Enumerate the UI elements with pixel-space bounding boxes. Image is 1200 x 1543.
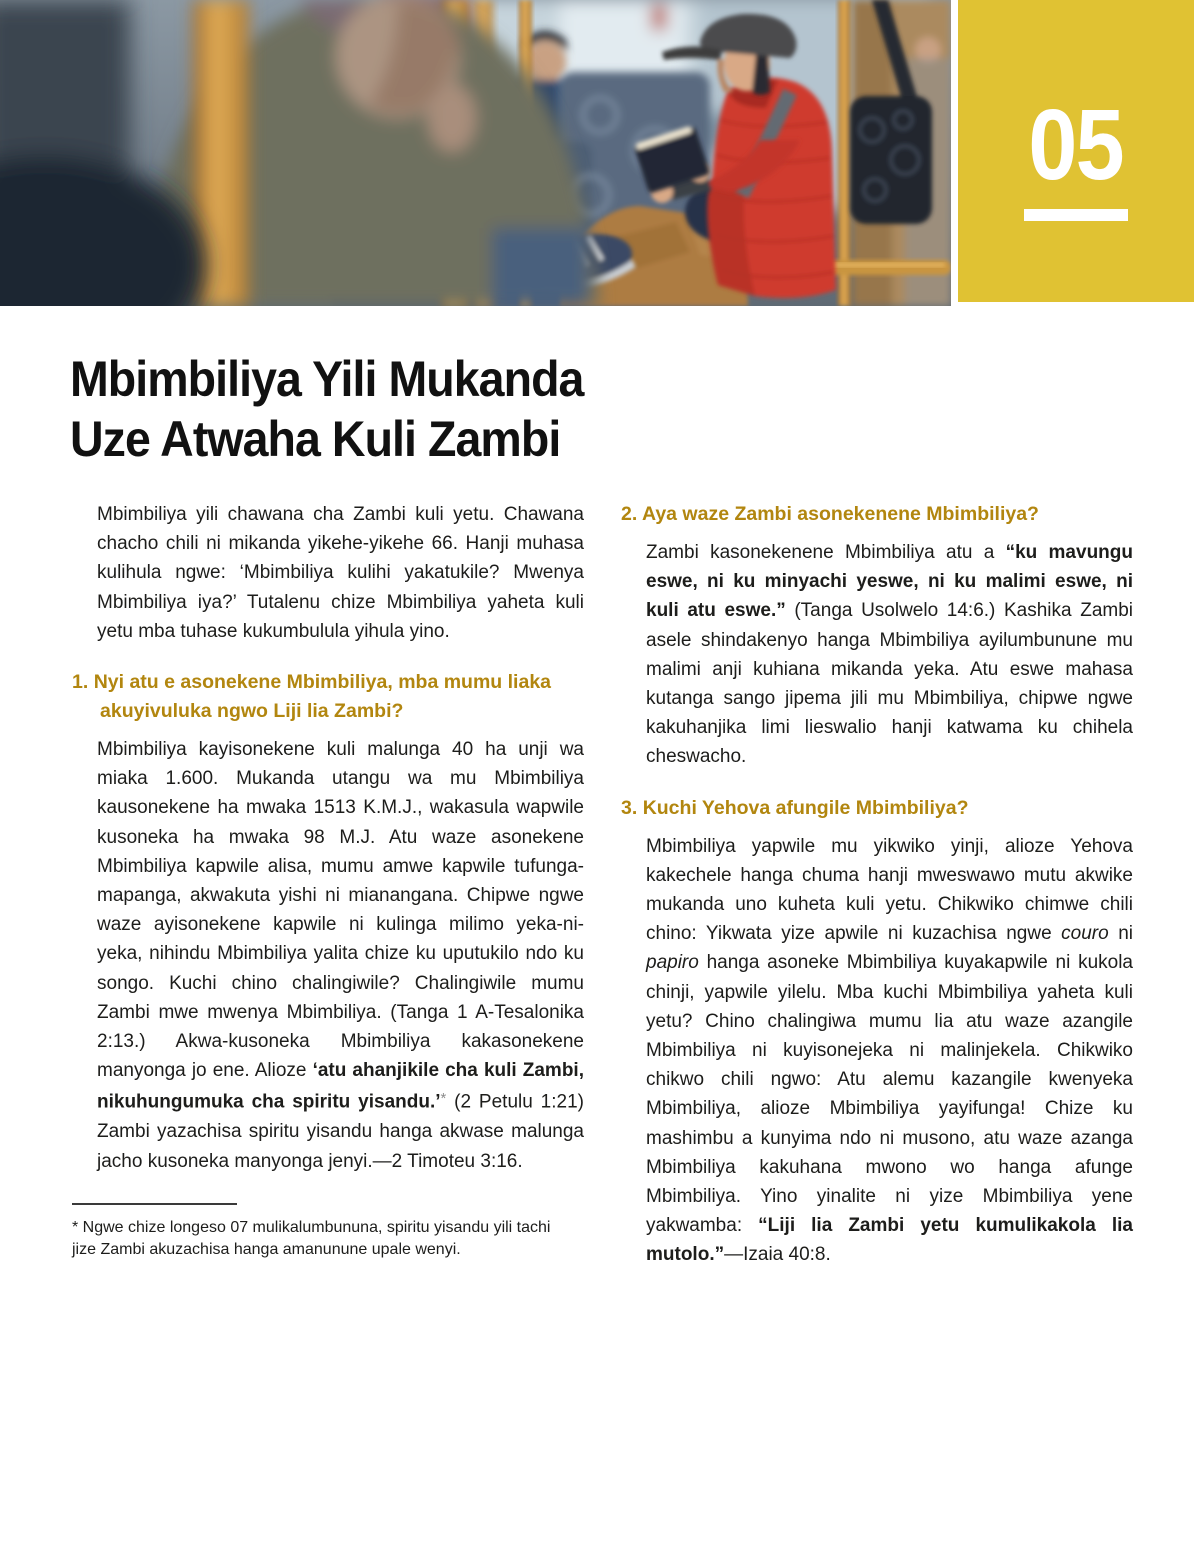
section-2: [621, 500, 1133, 772]
column-left: [72, 500, 584, 1291]
intro-paragraph: Mbimbiliya yili chawana cha Zambi kuli yetu. Chawana chacho chili ni mikanda yikehe-yikehe 66. Hanji muhasa kulihula ngwe: ‘Mbimbiliya kulihi yakatukile? Mwenya Mbimbiliya iya?’ Tutalenu chize Mbimbiliya yaheta kuli yetu mba tuhase kukumbulula yihula yino.: [97, 504, 584, 642]
question-1-number: 1.: [72, 671, 89, 694]
question-3-heading: [621, 794, 1133, 823]
chapter-number: 05: [1028, 89, 1124, 201]
footnote: [72, 1203, 577, 1262]
bus-scene-illustration: [0, 0, 951, 306]
question-2-heading: [621, 500, 1133, 529]
question-2-text: Aya waze Zambi asonekenene Mbimbiliya?: [641, 503, 1039, 525]
section-1: [72, 668, 584, 1176]
question-3-number: 3.: [621, 796, 638, 819]
question-1-heading: [72, 668, 584, 726]
page-title-line-1: Mbimbiliya Yili Mukanda: [70, 351, 584, 407]
section-3-paragraph: Mbimbiliya yapwile mu yikwiko yinji, alioze Yehova kakechele hanga chuma hanji mweswawo mutu akwike mukanda uno kuheta kuli yetu. Chikwiko chimwe chili chino: Yikwata yize apwile ni kuzachisa ngwe couro ni papiro hanga asoneke Mbimbiliya kuyakapwile ni kukola chinji, yapwile yilelu. Mba kuchi Mbimbiliya yaheta kuli yetu? Chino chalingiwa mumu lia atu waze azangile Mbimbiliya ni kuyisonejeka ni malinjekela. Chikwiko chikwo chili ngwo: Atu alemu kazangile kwenyeka Mbimbiliya, alioze Mbimbiliya yayifunga! Chize ku mashimbu a kunyima ndo ni musono, atu waze azanga Mbimbiliya kakuhana mwono wo hanga afunge Mbimbiliya. Yino yinalite ni yize Mbimbiliya yene yakwamba: “Liji lia Zambi yetu kumulikakola lia mutolo.”—Izaia 40:8.: [646, 835, 1133, 1266]
article-columns: [72, 500, 1134, 1291]
footnote-separator: [72, 1203, 237, 1205]
chapter-number-badge: [958, 0, 1194, 302]
chapter-number-underline: [1024, 209, 1128, 221]
section-1-paragraph: Mbimbiliya kayisonekene kuli malunga 40 ha unji wa miaka 1.600. Mukanda utangu wa mu Mbimbiliya kausonekene ha mwaka 1513 K.M.J., wakasula wapwile kusoneka ha mwaka 98 M.J. Atu waze asonekene Mbimbiliya kapwile alisa, mumu amwe kapwile tufunga-mapanga, akwakuta yishi ni mianangana. Chipwe ngwe waze ayisonekene kapwile ni kulinga milimo yeka-ni-yeka, nihindu Mbimbiliya yalita chize ku uputukilo ndo ku songo. Kuchi chino chalingiwile? Chalingiwile mumu Zambi mwe mwenya Mbimbiliya. (Tanga 1 A-Tesalonika 2:13.) Akwa-kusoneka Mbimbiliya kakasonekene manyonga jo ene. Alioze ‘atu ahanjikile cha kuli Zambi, nikuhungumuka cha spiritu yisandu.’* (2 Petulu 1:21) Zambi yazachisa spiritu yisandu hanga akwase malunga jacho kusoneka manyonga jenyi.—2 Timoteu 3:16.: [97, 739, 584, 1172]
question-2-number: 2.: [621, 503, 638, 525]
hero-photo: [0, 0, 951, 306]
question-1-text: Nyi atu e asonekene Mbimbiliya, mba mumu liaka akuyivuluka ngwo Liji lia Zambi?: [93, 671, 552, 723]
page-title-line-2: Uze Atwaha Kuli Zambi: [70, 411, 561, 467]
section-2-paragraph: Zambi kasonekenene Mbimbiliya atu a “ku mavungu eswe, ni ku minyachi yeswe, ni ku malimi eswe, ni kuli atu eswe.” (Tanga Usolwelo 14:6.) Kashika Zambi asele shindakenyo hanga Mbimbiliya ayilumbunune mu malimi anji kuhiana mikanda yeka. Atu eswe mahasa kutanga sango jipema jili mu Mbimbiliya, chipwe ngwe kakuhanjika limi lieswalio hanji katwama ku chihela cheswacho.: [646, 542, 1133, 768]
page-title: [70, 349, 583, 469]
question-3-text: Kuchi Yehova afungile Mbimbiliya?: [642, 796, 969, 819]
footnote-text: * Ngwe chize longeso 07 mulikalumbununa, spiritu yisandu yili tachi jize Zambi akuzachisa hanga amanunune upale wenyi.: [72, 1218, 551, 1259]
column-right: [621, 500, 1133, 1291]
section-3: [621, 794, 1133, 1270]
